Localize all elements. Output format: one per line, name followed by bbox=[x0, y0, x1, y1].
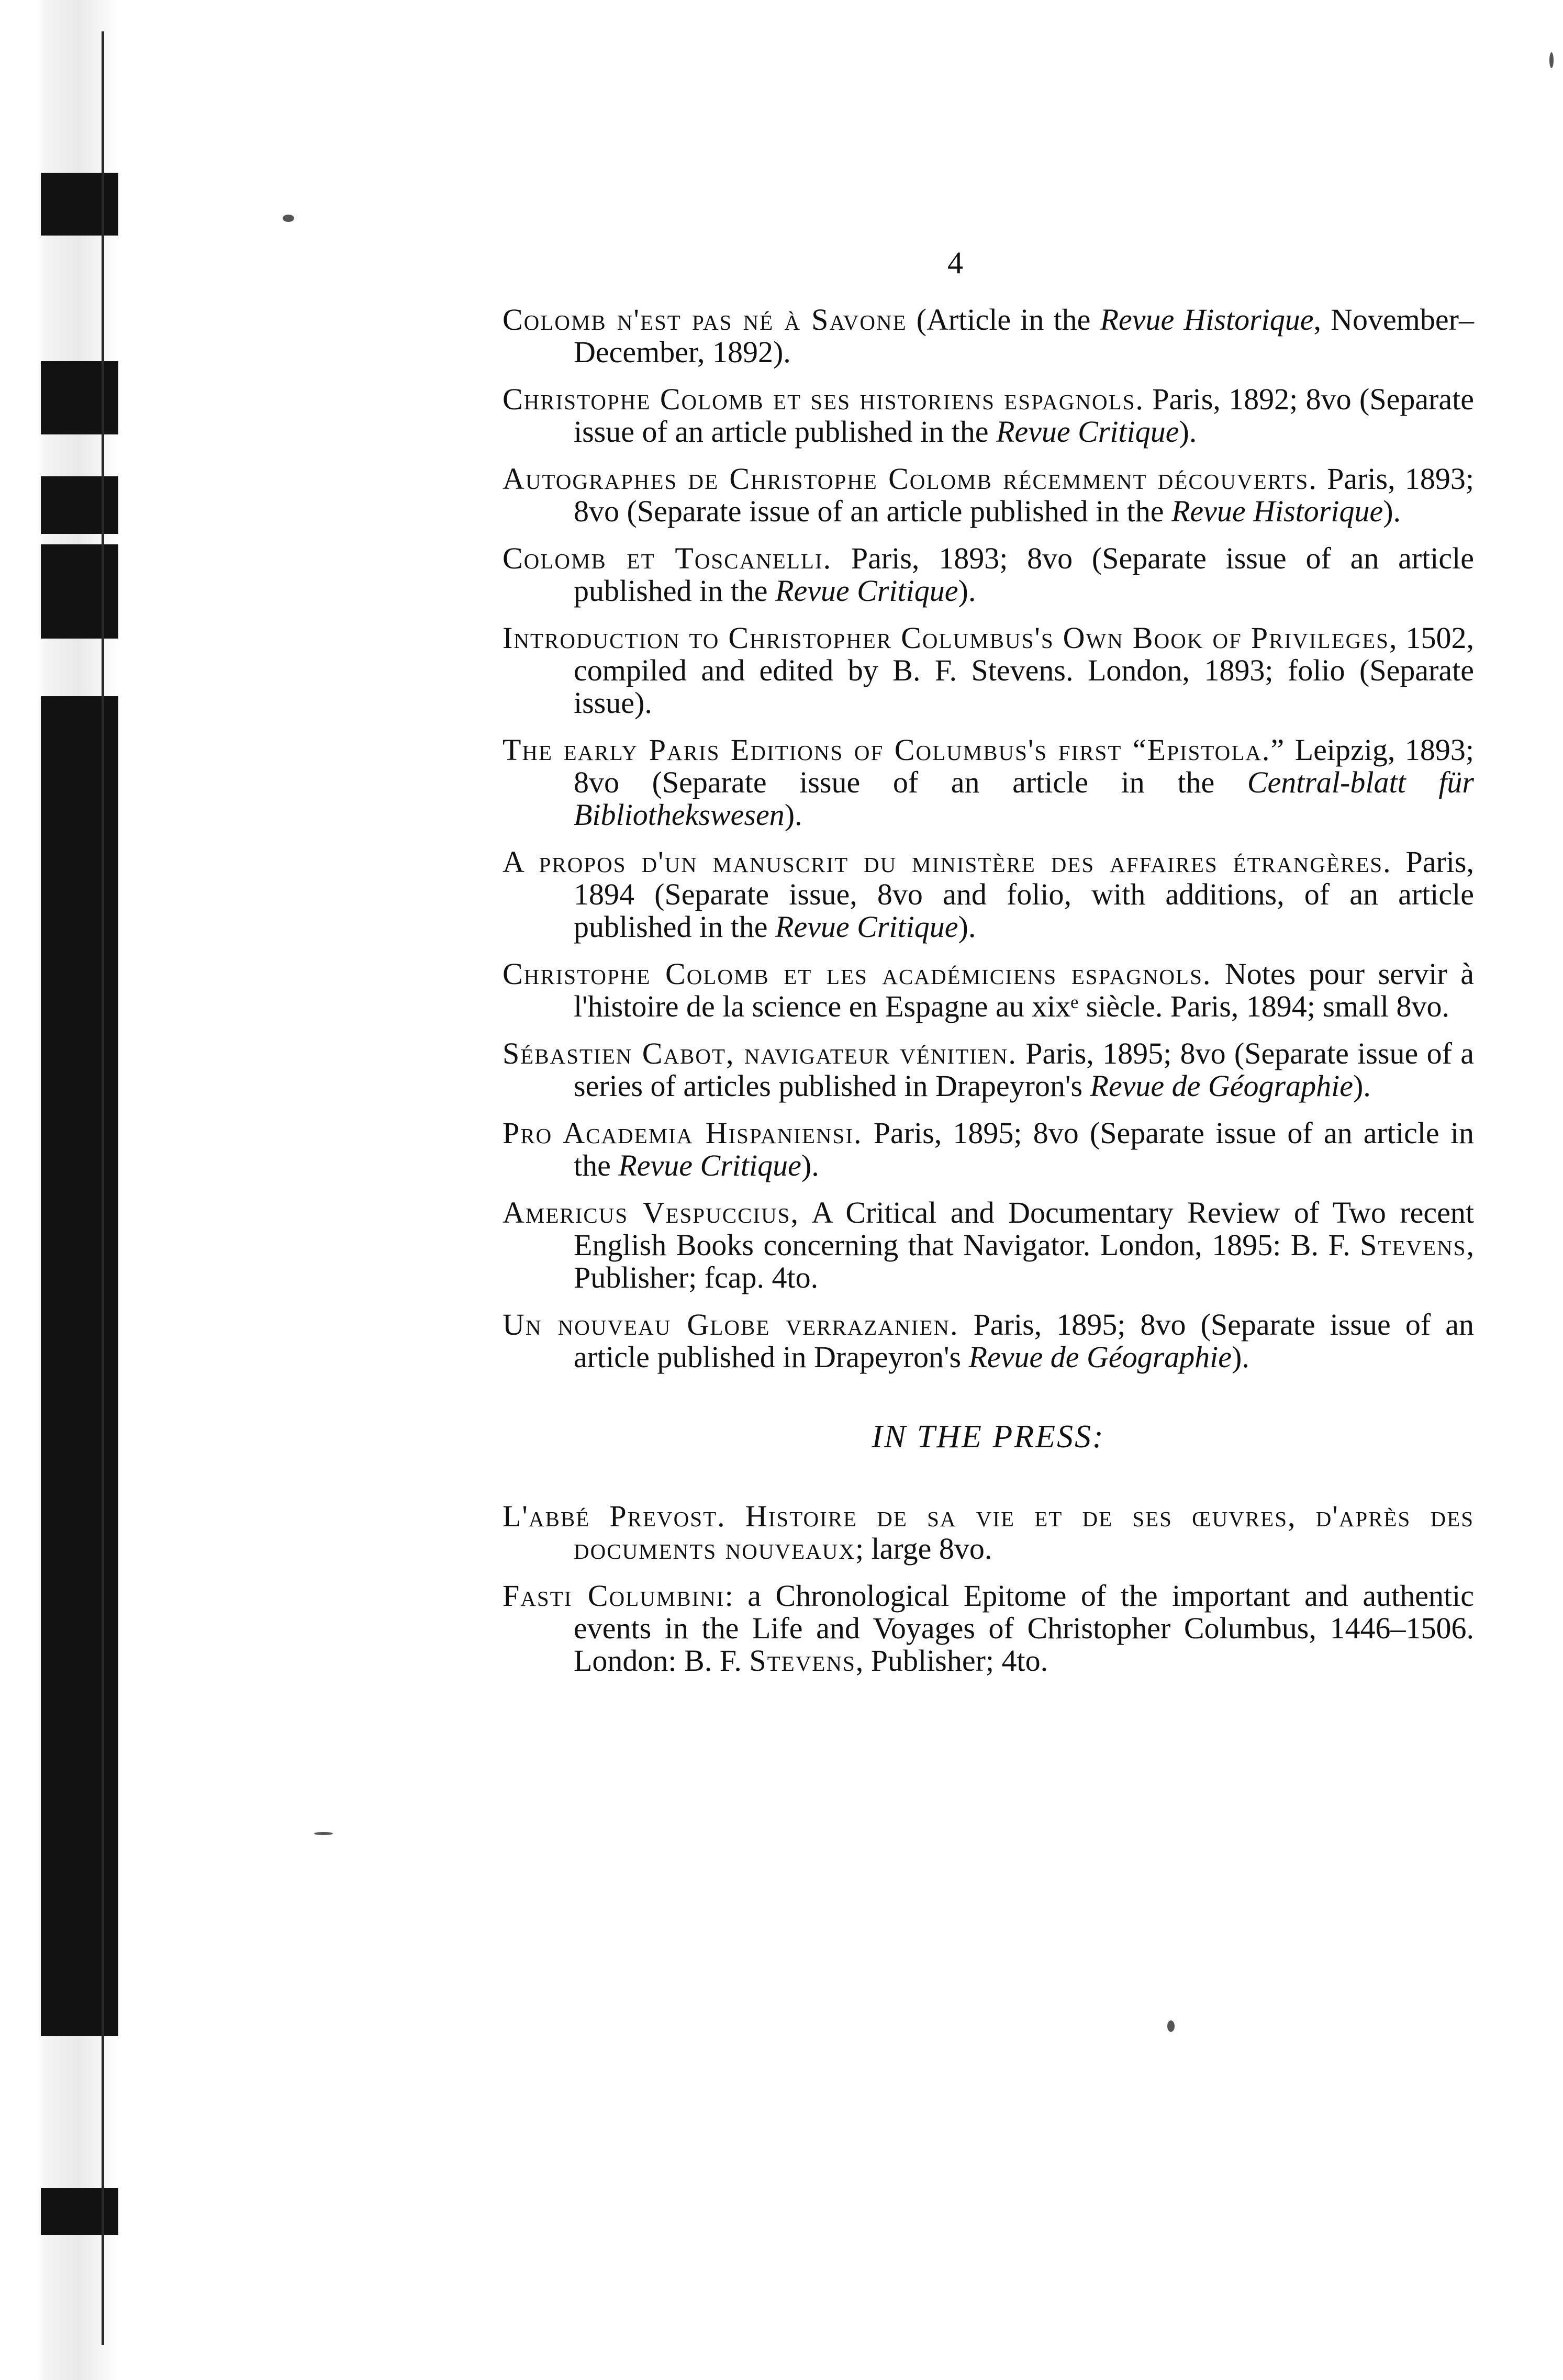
entry-journal: Revue Historique bbox=[1100, 303, 1314, 337]
bibliography-entry bbox=[503, 304, 1474, 368]
entry-title: Sébastien Cabot, navigateur vénitien. bbox=[503, 1036, 1017, 1070]
entry-text: A Critical and Documentary Review of Two recent English Books concerning that Navigator. London, 1895: B. F. bbox=[574, 1195, 1474, 1262]
entry-text: Leipzig, 1893; 8vo (Separate issue of an article in the bbox=[574, 733, 1474, 799]
scan-shadow bbox=[41, 173, 118, 236]
bibliography-entry bbox=[503, 622, 1474, 719]
entry-title: Americus Vespuccius, bbox=[503, 1195, 799, 1230]
entry-text: ). bbox=[1232, 1340, 1249, 1374]
entry-journal: Revue Historique bbox=[1171, 494, 1383, 528]
entry-title: Un nouveau Globe verrazanien. bbox=[503, 1308, 959, 1342]
entry-title: The early Paris Editions of Columbus's first “Epistola.” bbox=[503, 733, 1286, 767]
bibliography-entry bbox=[503, 734, 1474, 831]
entry-journal: Central-blatt für Bibliothekswesen bbox=[574, 765, 1474, 832]
entry-text: (Article in the bbox=[907, 303, 1100, 337]
entry-journal: Revue Critique bbox=[775, 574, 958, 608]
entry-title: Christophe Colomb et ses historiens espagnols. bbox=[503, 382, 1144, 416]
scan-shadow bbox=[41, 361, 118, 434]
entry-title: L'abbé Prevost. Histoire de sa vie et de ses œuvres, d'après des documents nouveaux bbox=[503, 1499, 1474, 1566]
bibliography-entry bbox=[503, 846, 1474, 943]
bibliography bbox=[503, 304, 1474, 1692]
scan-speck bbox=[283, 215, 294, 222]
entry-text: Paris, 1895; 8vo (Separate issue of an article in the bbox=[574, 1116, 1474, 1182]
entry-publisher: Stevens bbox=[1360, 1228, 1467, 1262]
entry-text: Paris, 1895; 8vo (Separate issue of an article published in Drapeyron's bbox=[574, 1308, 1474, 1374]
entry-text: Notes pour servir à l'histoire de la science en Espagne au xixᵉ siècle. Paris, 1894; small 8vo. bbox=[574, 957, 1474, 1023]
entry-text: ). bbox=[958, 574, 976, 608]
entry-journal: Revue de Géographie bbox=[1090, 1069, 1353, 1103]
scan-shadow bbox=[41, 696, 118, 2036]
entry-journal: Revue Critique bbox=[618, 1148, 801, 1182]
entry-text: ). bbox=[958, 910, 976, 944]
bibliography-entry bbox=[503, 1197, 1474, 1294]
entry-title: Christophe Colomb et les académiciens espagnols. bbox=[503, 957, 1212, 991]
entry-text: ). bbox=[1353, 1069, 1371, 1103]
scan-shadow bbox=[41, 476, 118, 534]
scan-shadow bbox=[41, 544, 118, 639]
bibliography-entry bbox=[503, 542, 1474, 607]
entry-text: , November–December, 1892). bbox=[574, 303, 1474, 369]
page-number: 4 bbox=[947, 245, 963, 280]
entry-text: Paris, 1895; 8vo (Separate issue of a series of articles published in Drapeyron's bbox=[574, 1036, 1474, 1103]
entry-text: ). bbox=[1179, 415, 1197, 449]
scan-speck bbox=[1549, 52, 1554, 68]
entry-text: ; large 8vo. bbox=[855, 1532, 992, 1566]
scan-shadow bbox=[41, 2188, 118, 2235]
press-entry-list bbox=[503, 1500, 1474, 1677]
bibliography-entry bbox=[503, 958, 1474, 1023]
bibliography-entry bbox=[503, 383, 1474, 448]
press-entry bbox=[503, 1580, 1474, 1677]
entry-text: Paris, 1894 (Separate issue, 8vo and folio, with additions, of an article published in the bbox=[574, 845, 1474, 944]
binding-line bbox=[102, 31, 104, 2345]
entry-text: Paris, 1892; 8vo (Separate issue of an article published in the bbox=[574, 382, 1474, 449]
binding-edge bbox=[0, 0, 120, 2380]
scan-speck bbox=[1167, 2020, 1175, 2032]
entry-publisher: Stevens bbox=[749, 1644, 856, 1678]
entry-text: Paris, 1893; 8vo (Separate issue of an article published in the bbox=[574, 541, 1475, 608]
entry-text: ). bbox=[1383, 494, 1401, 528]
entry-title: Colomb n'est pas né à Savone bbox=[503, 303, 907, 337]
bibliography-entry bbox=[503, 1037, 1474, 1102]
press-heading: IN THE PRESS: bbox=[872, 1419, 1105, 1455]
entry-title: A propos d'un manuscrit du ministère des affaires étrangères. bbox=[503, 845, 1392, 879]
entry-journal: Revue Critique bbox=[775, 910, 958, 944]
press-entry bbox=[503, 1500, 1474, 1565]
entry-text: 1502, compiled and edited by B. F. Stevens. London, 1893; folio (Separate issue). bbox=[574, 621, 1474, 720]
entry-text: : a Chronological Epitome of the important and authentic events in the Life and Voyages of Christopher Columbus, 1446–1506. London: B. F. bbox=[574, 1579, 1475, 1678]
bibliography-entry bbox=[503, 463, 1474, 528]
entry-text: , Publisher; 4to. bbox=[855, 1644, 1048, 1678]
bibliography-entry bbox=[503, 1117, 1474, 1182]
entry-list bbox=[503, 304, 1474, 1373]
bibliography-entry bbox=[503, 1309, 1474, 1373]
entry-journal: Revue Critique bbox=[996, 415, 1179, 449]
entry-title: Fasti Columbini bbox=[503, 1579, 725, 1613]
entry-title: Autographes de Christophe Colomb récemment découverts. bbox=[503, 462, 1318, 496]
entry-text: , Publisher; fcap. 4to. bbox=[574, 1228, 1474, 1294]
entry-title: Pro Academia Hispaniensi. bbox=[503, 1116, 863, 1150]
entry-text: Paris, 1893; 8vo (Separate issue of an article published in the bbox=[574, 462, 1474, 528]
entry-text: ). bbox=[801, 1148, 819, 1182]
entry-title: Colomb et Toscanelli. bbox=[503, 541, 832, 575]
entry-journal: Revue de Géographie bbox=[968, 1340, 1232, 1374]
scan-speck bbox=[314, 1832, 333, 1835]
entry-title: Introduction to Christopher Columbus's Own Book of Privileges, bbox=[503, 621, 1398, 655]
entry-text: ). bbox=[784, 798, 802, 832]
